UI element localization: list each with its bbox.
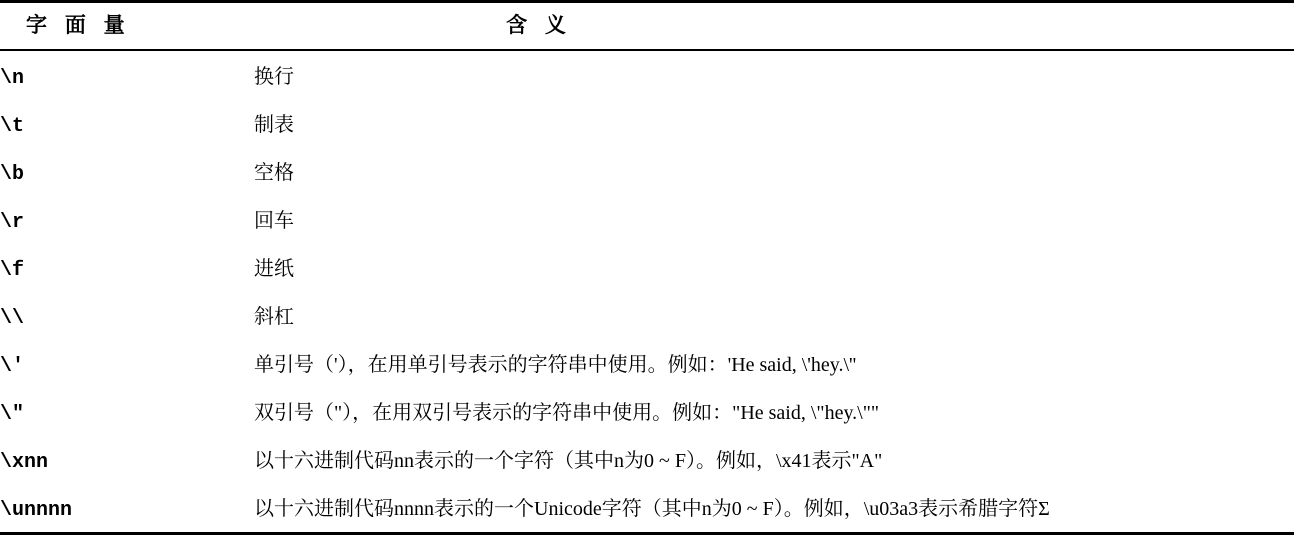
cell-literal: \xnn <box>0 451 49 474</box>
cell-meaning: 单引号（'），在用单引号表示的字符串中使用。例如：'He said, \'hey.\'' <box>254 354 857 376</box>
column-header-literal: 字 面 量 <box>0 2 254 51</box>
cell-meaning: 回车 <box>254 210 294 232</box>
cell-literal: \unnnn <box>0 499 73 522</box>
cell-literal: \r <box>0 211 25 234</box>
table-header <box>0 2 1294 51</box>
cell-meaning: 换行 <box>254 66 294 88</box>
cell-literal: \" <box>0 403 25 426</box>
cell-meaning: 斜杠 <box>254 306 294 328</box>
cell-literal: \\ <box>0 307 25 330</box>
cell-literal: \' <box>0 355 25 378</box>
cell-meaning: 以十六进制代码nn表示的一个字符（其中n为0 ~ F）。例如，\x41表示"A" <box>254 450 883 472</box>
cell-meaning: 以十六进制代码nnnn表示的一个Unicode字符（其中n为0 ~ F）。例如，\u03a3表示希腊字符Σ <box>254 498 1050 520</box>
column-header-meaning: 含 义 <box>254 2 1294 51</box>
table-row <box>0 50 1294 99</box>
table-row <box>0 339 1294 387</box>
cell-meaning: 进纸 <box>254 258 294 280</box>
table-row <box>0 291 1294 339</box>
table-row <box>0 483 1294 532</box>
cell-literal: \t <box>0 115 25 138</box>
cell-meaning: 空格 <box>254 162 294 184</box>
cell-literal: \b <box>0 163 25 186</box>
table-row <box>0 147 1294 195</box>
table-row <box>0 99 1294 147</box>
table-row <box>0 435 1294 483</box>
cell-literal: \f <box>0 259 25 282</box>
table-row <box>0 195 1294 243</box>
table-row <box>0 243 1294 291</box>
table-body <box>0 50 1294 532</box>
cell-meaning: 制表 <box>254 114 294 136</box>
table-header-row <box>0 2 1294 51</box>
table-row <box>0 387 1294 435</box>
cell-literal: \n <box>0 67 25 90</box>
cell-meaning: 双引号（"），在用双引号表示的字符串中使用。例如："He said, \"hey.\"" <box>254 402 880 424</box>
